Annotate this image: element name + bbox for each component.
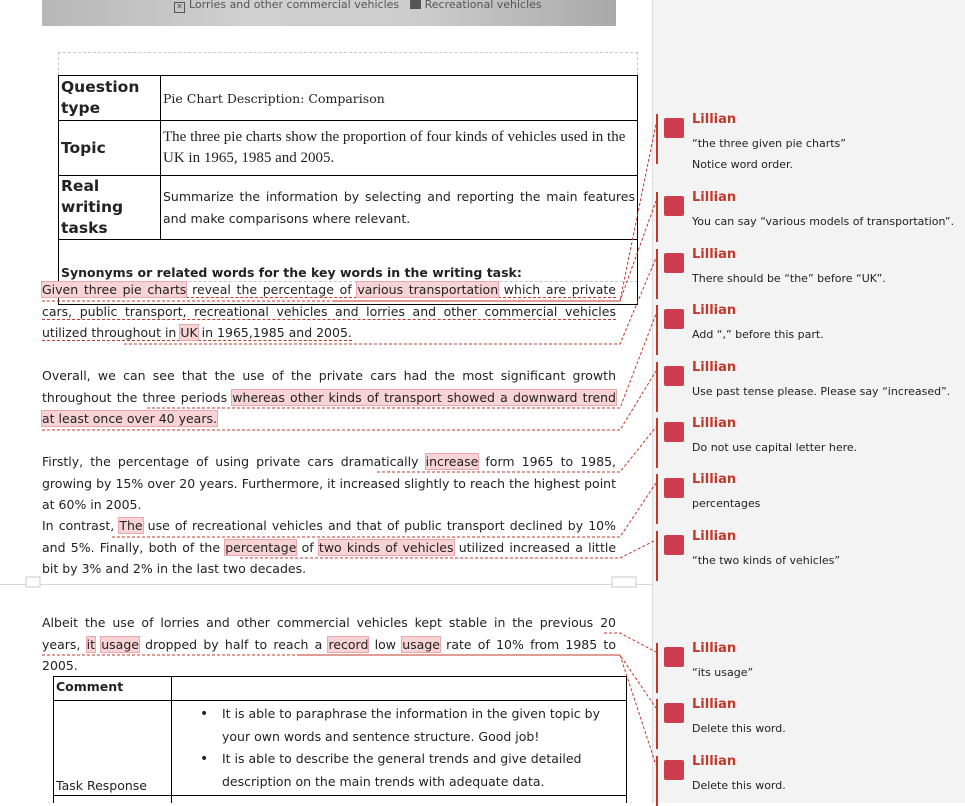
comment-text[interactable] xyxy=(692,134,846,175)
comment-anchor-9b[interactable]: usage xyxy=(101,636,139,652)
user-avatar-icon xyxy=(664,253,684,273)
essay-text: dropped by half to reach a xyxy=(138,636,329,652)
comment-balloon[interactable] xyxy=(656,362,956,412)
legend-label: Recreational vehicles xyxy=(424,0,542,11)
checkbox-icon: ✕ xyxy=(174,2,185,13)
essay-text: reveal the percentage of xyxy=(186,282,358,297)
comment-accent-bar xyxy=(656,474,658,524)
comment-accent-bar xyxy=(656,531,658,581)
synonyms-label[interactable]: Synonyms or related words for the key words in the writing task: xyxy=(59,240,638,305)
essay-paragraph-5[interactable] xyxy=(42,612,616,677)
legend-label: Lorries and other commercial vehicles xyxy=(189,0,400,11)
comment-accent-bar xyxy=(656,114,658,164)
comment-anchor-1[interactable]: Given three pie charts xyxy=(42,282,187,297)
comment-accent-bar xyxy=(656,756,658,806)
comment-accent-bar xyxy=(656,305,658,355)
table-cell xyxy=(172,796,627,804)
essay-text: Overall, we can see that the use of the private cars had the most significant growth throughout the three periods xyxy=(42,368,616,405)
comment-balloon[interactable] xyxy=(656,192,956,242)
comment-bullet[interactable]: • It is able to describe the general trends and give detailed description on the main trends with adequate data. xyxy=(174,748,624,793)
chart-legend-fragment xyxy=(174,0,542,12)
comment-author: Lillian xyxy=(692,303,737,318)
user-avatar-icon xyxy=(664,760,684,780)
table-key: Topic xyxy=(59,121,161,176)
comment-header: Comment xyxy=(54,677,172,701)
comment-author: Lillian xyxy=(692,754,737,769)
essay-text: of xyxy=(296,539,319,555)
comment-anchor-6[interactable]: The xyxy=(119,518,143,533)
comment-anchor-5[interactable]: increase xyxy=(425,454,479,469)
comment-author: Lillian xyxy=(692,247,737,262)
comment-author: Lillian xyxy=(692,190,737,205)
comment-text[interactable]: percentages xyxy=(692,497,761,510)
comment-header-cell xyxy=(172,677,627,701)
comment-balloon[interactable] xyxy=(656,112,956,171)
essay-text: utilized increased a little bit by 3% and 2% in the last two decades. xyxy=(42,539,617,576)
table-key: Real writing tasks xyxy=(59,176,161,240)
comment-anchor-8[interactable]: two kinds of vehicles xyxy=(318,539,454,555)
user-avatar-icon xyxy=(664,309,684,329)
user-avatar-icon xyxy=(664,118,684,138)
essay-text: rate of 10% from 1985 to 2005. xyxy=(42,636,616,673)
comment-anchor-7[interactable]: percentage xyxy=(225,539,297,555)
essay-paragraph-2[interactable] xyxy=(42,365,616,430)
essay-paragraph-3[interactable] xyxy=(42,451,616,516)
user-avatar-icon xyxy=(664,535,684,555)
comment-balloon[interactable] xyxy=(656,305,956,355)
comment-accent-bar xyxy=(656,699,658,749)
comment-author: Lillian xyxy=(692,641,737,656)
user-avatar-icon xyxy=(664,366,684,386)
comment-text[interactable]: “its usage” xyxy=(692,666,754,679)
comment-text[interactable]: Delete this word. xyxy=(692,722,786,735)
comment-author: Lillian xyxy=(692,360,737,375)
comment-anchor-10[interactable]: record xyxy=(328,636,369,652)
table-cell xyxy=(54,796,172,804)
comment-text[interactable]: There should be “the” before “UK”. xyxy=(692,272,886,285)
comment-author: Lillian xyxy=(692,697,737,712)
essay-text: Albeit the use of lorries and other commercial vehicles kept stable in the previous 20 years, xyxy=(42,615,616,652)
user-avatar-icon xyxy=(664,478,684,498)
essay-text: use of recreational vehicles and that of public transport declined by 10% and 5%. Finally, both of the xyxy=(42,518,616,555)
comment-author: Lillian xyxy=(692,472,737,487)
comment-text[interactable]: Delete this word. xyxy=(692,779,786,792)
comment-text[interactable]: You can say “various models of transportation”. xyxy=(692,215,955,228)
comment-accent-bar xyxy=(656,418,658,468)
comment-text[interactable]: Add “,” before this part. xyxy=(692,328,824,341)
essay-text: in 1965,1985 and 2005. xyxy=(197,325,352,340)
task-response-label: Task Response xyxy=(54,701,172,796)
comment-text[interactable]: Do not use capital letter here. xyxy=(692,441,858,454)
table-value[interactable]: Summarize the information by selecting and reporting the main features and make comparisons where relevant. xyxy=(161,176,638,240)
essay-text: form 1965 to 1985, growing by 15% over 20 years. Furthermore, it increased slightly to reach the highest point at 60% in 2005. xyxy=(42,454,616,512)
comment-author: Lillian xyxy=(692,416,737,431)
comment-text[interactable]: “the two kinds of vehicles” xyxy=(692,554,841,567)
essay-text: which are private cars, public transport, recreational vehicles and lorries and other commercial vehicles utilized throughout in xyxy=(42,282,616,340)
comment-balloon[interactable] xyxy=(656,418,956,468)
user-avatar-icon xyxy=(664,196,684,216)
comment-accent-bar xyxy=(656,249,658,299)
comment-anchor-3[interactable]: UK xyxy=(180,325,198,340)
page-break xyxy=(0,584,652,585)
comment-balloon[interactable] xyxy=(656,249,956,299)
comment-line: “the three given pie charts” xyxy=(692,137,846,150)
user-avatar-icon xyxy=(664,422,684,442)
comment-line: Notice word order. xyxy=(692,157,793,171)
comment-balloon[interactable] xyxy=(656,474,956,524)
comment-anchor-2[interactable]: various transportation xyxy=(357,282,499,297)
essay-paragraph-1[interactable] xyxy=(42,279,616,344)
comment-accent-bar xyxy=(656,362,658,412)
comment-balloon[interactable] xyxy=(656,699,956,749)
comment-table xyxy=(53,676,627,803)
comment-anchor-4[interactable]: whereas other kinds of transport showed a downward trend at least once over 40 years. xyxy=(42,389,616,426)
table-value[interactable]: Pie Chart Description: Comparison xyxy=(161,76,638,121)
table-value[interactable]: The three pie charts show the proportion of four kinds of vehicles used in the UK in 1965, 1985 and 2005. xyxy=(161,121,638,176)
comment-accent-bar xyxy=(656,643,658,693)
user-avatar-icon xyxy=(664,703,684,723)
task-table xyxy=(58,75,638,305)
comment-anchor-9[interactable]: it xyxy=(86,636,95,652)
comment-accent-bar xyxy=(656,192,658,242)
essay-paragraph-4[interactable] xyxy=(42,515,616,580)
comment-author: Lillian xyxy=(692,112,737,127)
table-key: Question type xyxy=(59,76,161,121)
chart-photo-fragment xyxy=(42,0,616,26)
essay-text: low xyxy=(368,636,403,652)
essay-text: In contrast, xyxy=(42,518,120,533)
essay-text: Firstly, the percentage of using private cars dramatically xyxy=(42,454,426,469)
comment-anchor-11[interactable]: usage xyxy=(402,636,440,652)
comment-author: Lillian xyxy=(692,529,737,544)
user-avatar-icon xyxy=(664,647,684,667)
checkbox-icon xyxy=(410,0,421,9)
comment-bullets xyxy=(172,701,627,796)
comment-text[interactable]: Use past tense please. Please say “increased”. xyxy=(692,385,951,398)
comment-bullet[interactable]: • It is able to paraphrase the information in the given topic by your own words and sentence structure. Good job! xyxy=(174,703,624,748)
comment-balloon[interactable] xyxy=(656,531,956,581)
comment-balloon[interactable] xyxy=(656,643,956,693)
comment-balloon[interactable] xyxy=(656,756,956,806)
